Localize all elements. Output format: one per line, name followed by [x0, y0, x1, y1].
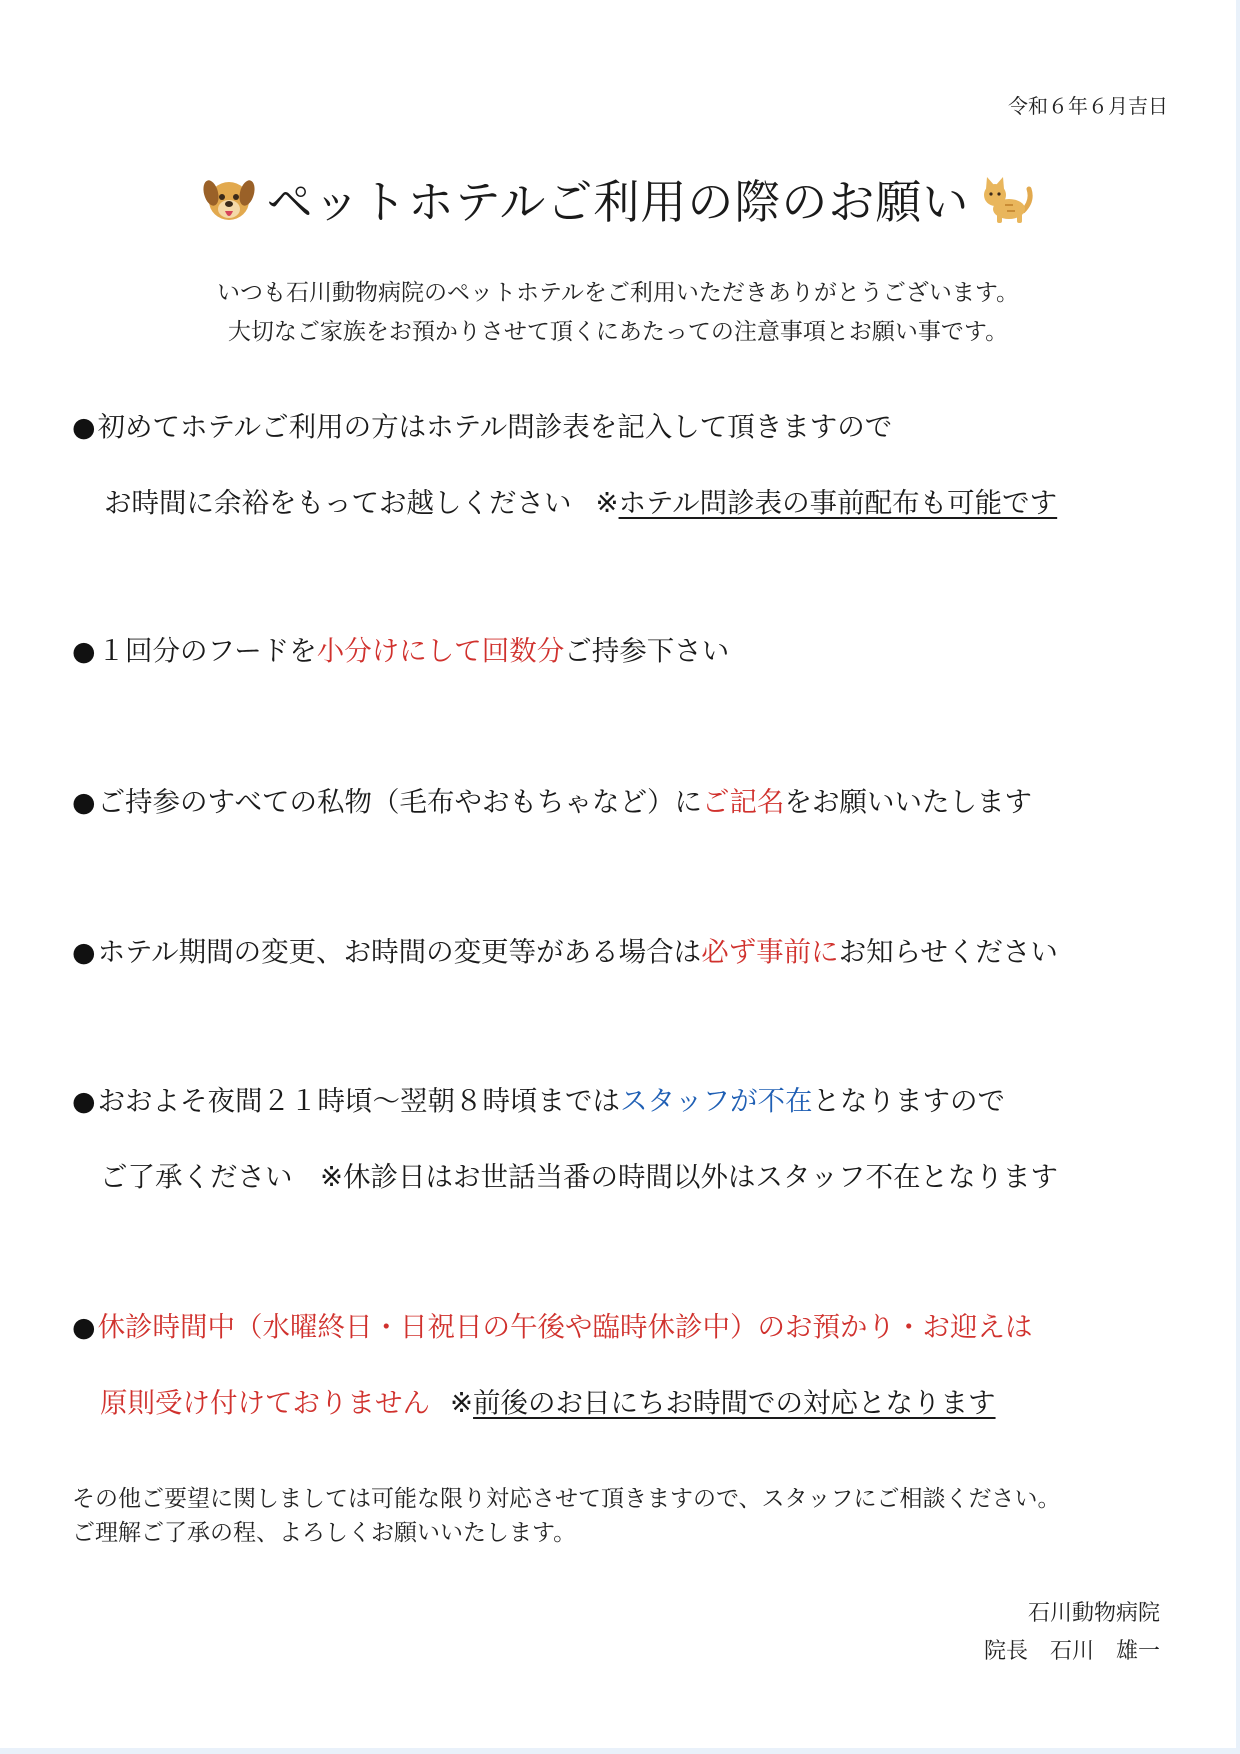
item-belongings: [72, 779, 1032, 819]
note-mark: ※: [595, 487, 619, 519]
item-changes-text: ホテル期間の変更、お時間の変更等がある場合は: [97, 936, 702, 968]
bullet-icon: ●: [72, 1312, 96, 1343]
bullet-icon: ●: [72, 1086, 96, 1117]
item-closed-cont: [100, 1380, 996, 1420]
item-changes: [72, 929, 1058, 969]
director-name: 院長 石川 雄一: [983, 1639, 1160, 1664]
item-closed-line2: 原則受け付けておりません: [100, 1387, 430, 1419]
item-food-text-end: ご持参下さい: [564, 635, 730, 667]
item-night-text-end: となりますので: [812, 1085, 1006, 1117]
item-changes-highlight: 必ず事前に: [701, 936, 839, 968]
page-title: ペットホテルご利用の際のお願い: [266, 175, 970, 229]
bullet-icon: ●: [72, 937, 96, 968]
item-closed-line1: 休診時間中（水曜終日・日祝日の午後や臨時休診中）のお預かり・お迎えは: [97, 1311, 1033, 1343]
item-first-visit: [72, 404, 892, 444]
item-night-line2: ご了承ください ※休診日はお世話当番の時間以外はスタッフ不在となります: [100, 1161, 1059, 1193]
footer-line-2: ご理解ご了承の程、よろしくお願いいたします。: [72, 1520, 577, 1546]
issue-date: 令和６年６月吉日: [1008, 94, 1168, 118]
cat-icon: [979, 171, 1035, 227]
item-changes-text-end: お知らせください: [838, 936, 1058, 968]
bullet-icon: ●: [72, 787, 96, 818]
item-first-visit-line2: お時間に余裕をもってお越しください: [104, 487, 572, 519]
item-first-visit-line1: 初めてホテルご利用の方はホテル問診表を記入して頂きますので: [97, 411, 893, 443]
item-night-text: おおよそ夜間２１時頃～翌朝８時頃までは: [97, 1085, 621, 1117]
dog-face-icon: [201, 171, 257, 227]
bullet-icon: ●: [72, 412, 96, 443]
footer-line-1: その他ご要望に関しましては可能な限り対応させて頂きますので、スタッフにご相談ください。: [72, 1486, 1061, 1512]
note-mark: ※: [450, 1387, 474, 1419]
item-food-text: １回分のフードを: [97, 635, 317, 667]
item-night: [72, 1078, 1005, 1118]
item-first-visit-note: ホテル問診表の事前配布も可能です: [618, 487, 1058, 519]
intro-line-1: いつも石川動物病院のペットホテルをご利用いただきありがとうございます。: [216, 280, 1019, 306]
item-belongings-text-end: をお願いいたします: [784, 786, 1033, 818]
item-closed: [72, 1304, 1033, 1344]
item-belongings-highlight: ご記名: [702, 786, 785, 818]
item-food: [72, 628, 729, 668]
title-row: [0, 166, 1236, 232]
item-first-visit-cont: [104, 480, 1057, 520]
clinic-name: 石川動物病院: [1027, 1601, 1160, 1626]
item-closed-note: 前後のお日にちお時間での対応となります: [473, 1387, 996, 1419]
item-belongings-text: ご持参のすべての私物（毛布やおもちゃなど）に: [97, 786, 703, 818]
bullet-icon: ●: [72, 636, 96, 667]
intro-line-2: 大切なご家族をお預かりさせて頂くにあたっての注意事項とお願い事です。: [227, 319, 1009, 345]
item-food-highlight: 小分けにして回数分: [316, 635, 565, 667]
item-night-highlight: スタッフが不在: [620, 1085, 813, 1117]
